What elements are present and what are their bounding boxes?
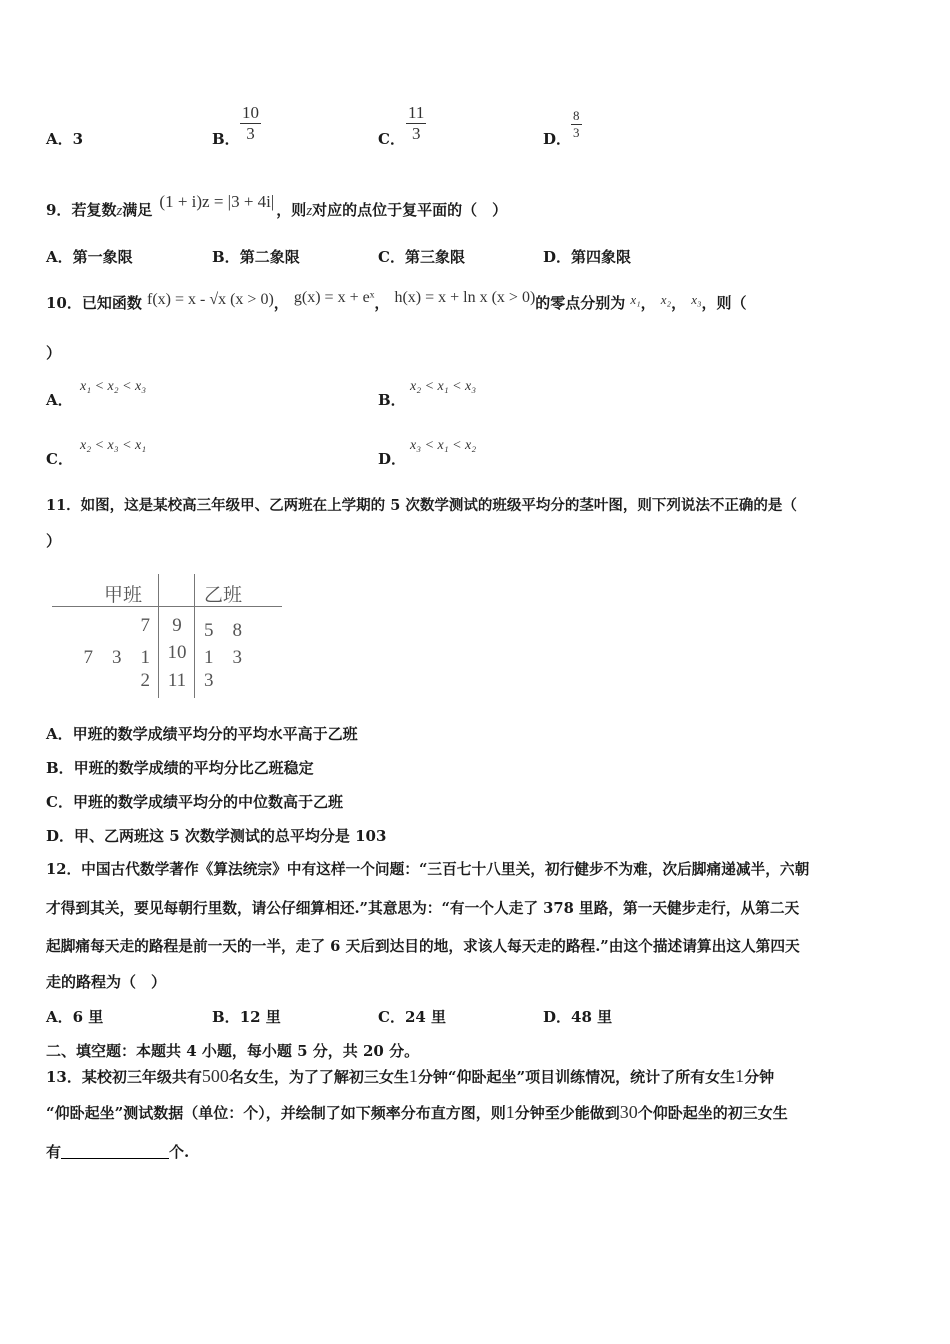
q13-line-1: 13．某校初三年级共有500名女生，为了了解初三女生1分钟“仰卧起坐”项目训练情况，统计了所有女生1分钟 bbox=[46, 1066, 775, 1086]
stem-leaf-plot bbox=[52, 574, 284, 700]
stem-leaf-row-1-left: 7 bbox=[140, 615, 150, 636]
q12-option-a: A．6 里 bbox=[46, 1008, 104, 1026]
stem-leaf-rule bbox=[52, 606, 282, 607]
q10-option-a-expr: x₁ < x₂ < x₃ bbox=[80, 379, 147, 394]
q9-option-a: A．第一象限 bbox=[46, 248, 133, 266]
q13-line-3: 有 个. bbox=[46, 1143, 190, 1161]
stem-leaf-header-right: 乙班 bbox=[204, 585, 243, 606]
q12-option-d: D．48 里 bbox=[543, 1008, 613, 1026]
q10-option-c-expr: x₂ < x₃ < x₁ bbox=[80, 438, 147, 453]
stem-leaf-divider-right bbox=[194, 574, 195, 698]
q10-option-d-label: D． bbox=[378, 450, 407, 468]
q8-option-b-label: B． bbox=[212, 130, 240, 148]
stem-leaf-row-3-right: 3 bbox=[204, 670, 214, 691]
q10-option-b-label: B． bbox=[378, 391, 406, 409]
q12-line-4: 走的路程为（ ） bbox=[46, 973, 167, 991]
q9-option-d: D．第四象限 bbox=[543, 248, 632, 266]
q10-option-c-label: C． bbox=[46, 450, 73, 468]
q8-option-c-label: C． bbox=[378, 130, 405, 148]
q12-line-2: 才得到其关，要见每朝行里数，请公仔细算相还.”其意思为：“有一个人走了 378 里路，第一天健步走行，从第二天 bbox=[46, 900, 800, 917]
q9-question: 9．若复数z满足 (1 + i)z = |3 + 4i| ，则z对应的点位于复平面的（ ） bbox=[46, 192, 508, 219]
q11-question: 11．如图，这是某校高三年级甲、乙两班在上学期的 5 次数学测试的班级平均分的茎叶图，则下列说法不正确的是（ bbox=[46, 497, 797, 514]
q11-option-c: C．甲班的数学成绩平均分的中位数高于乙班 bbox=[46, 793, 343, 811]
q12-line-3: 起脚痛每天走的路程是前一天的一半，走了 6 天后到达目的地，求该人每天走的路程.”由这个描述请算出这人第四天 bbox=[46, 938, 800, 955]
q8-option-d-label: D． bbox=[543, 130, 572, 148]
q10-close-paren: ） bbox=[46, 344, 62, 362]
q12-option-c: C．24 里 bbox=[378, 1008, 447, 1026]
stem-leaf-row-2-stem: 10 bbox=[167, 642, 187, 663]
stem-leaf-row-2-left: 7 3 1 bbox=[83, 647, 150, 668]
section-2-heading: 二、填空题：本题共 4 小题，每小题 5 分，共 20 分。 bbox=[46, 1042, 420, 1060]
q11-option-a: A．甲班的数学成绩平均分的平均水平高于乙班 bbox=[46, 725, 358, 743]
q10-f: f(x) = x - √x (x > 0) bbox=[146, 291, 274, 308]
q10-g: g(x) = x + eˣ bbox=[293, 289, 375, 306]
stem-leaf-divider-left bbox=[158, 574, 159, 698]
stem-leaf-header-left: 甲班 bbox=[104, 585, 143, 606]
q11-option-b: B．甲班的数学成绩的平均分比乙班稳定 bbox=[46, 759, 314, 777]
q10-question: 10．已知函数 f(x) = x - √x (x > 0)， g(x) = x + eˣ， h(x) = x + ln x (x > 0)的零点分别为 $^{x_1}$， $^{x_2}$， $^{x_3}$，则（ bbox=[46, 289, 747, 312]
q10-option-d-expr: x₃ < x₁ < x₂ bbox=[410, 438, 477, 453]
q11-question-close: ） bbox=[46, 532, 62, 550]
q9-option-b: B．第二象限 bbox=[212, 248, 300, 266]
q12-option-b: B．12 里 bbox=[212, 1008, 281, 1026]
q10-option-b-expr: x₂ < x₁ < x₃ bbox=[410, 379, 477, 394]
q8-option-a: A．3 bbox=[46, 130, 84, 148]
stem-leaf-row-1-right: 5 8 bbox=[204, 620, 243, 641]
q8-option-c-fraction: $\frac{11}{3}$ bbox=[408, 103, 425, 143]
q8-option-d-fraction: $\frac{8}{3}$ bbox=[573, 108, 580, 140]
stem-leaf-row-3-stem: 11 bbox=[167, 670, 187, 691]
q10-option-a-label: A． bbox=[46, 391, 73, 409]
q9-equation: (1 + i)z = |3 + 4i| bbox=[159, 192, 275, 211]
q9-option-c: C．第三象限 bbox=[378, 248, 465, 266]
stem-leaf-row-2-right: 1 3 bbox=[204, 647, 243, 668]
stem-leaf-row-1-stem: 9 bbox=[172, 615, 182, 636]
q13-line-2: “仰卧起坐”测试数据（单位：个），并绘制了如下频率分布直方图，则1分钟至少能做到30个仰卧起坐的初三女生 bbox=[46, 1102, 788, 1122]
q12-line-1: 12．中国古代数学著作《算法统宗》中有这样一个问题：“三百七十八里关，初行健步不为难，次后脚痛递减半，六朝 bbox=[46, 861, 810, 878]
q10-h: h(x) = x + ln x (x > 0) bbox=[394, 289, 536, 306]
q11-option-d: D．甲、乙两班这 5 次数学测试的总平均分是 103 bbox=[46, 827, 387, 845]
q8-option-b-fraction: $\frac{10}{3}$ bbox=[242, 103, 259, 143]
q13-answer-blank[interactable] bbox=[61, 1144, 169, 1159]
stem-leaf-row-3-left: 2 bbox=[140, 670, 150, 691]
